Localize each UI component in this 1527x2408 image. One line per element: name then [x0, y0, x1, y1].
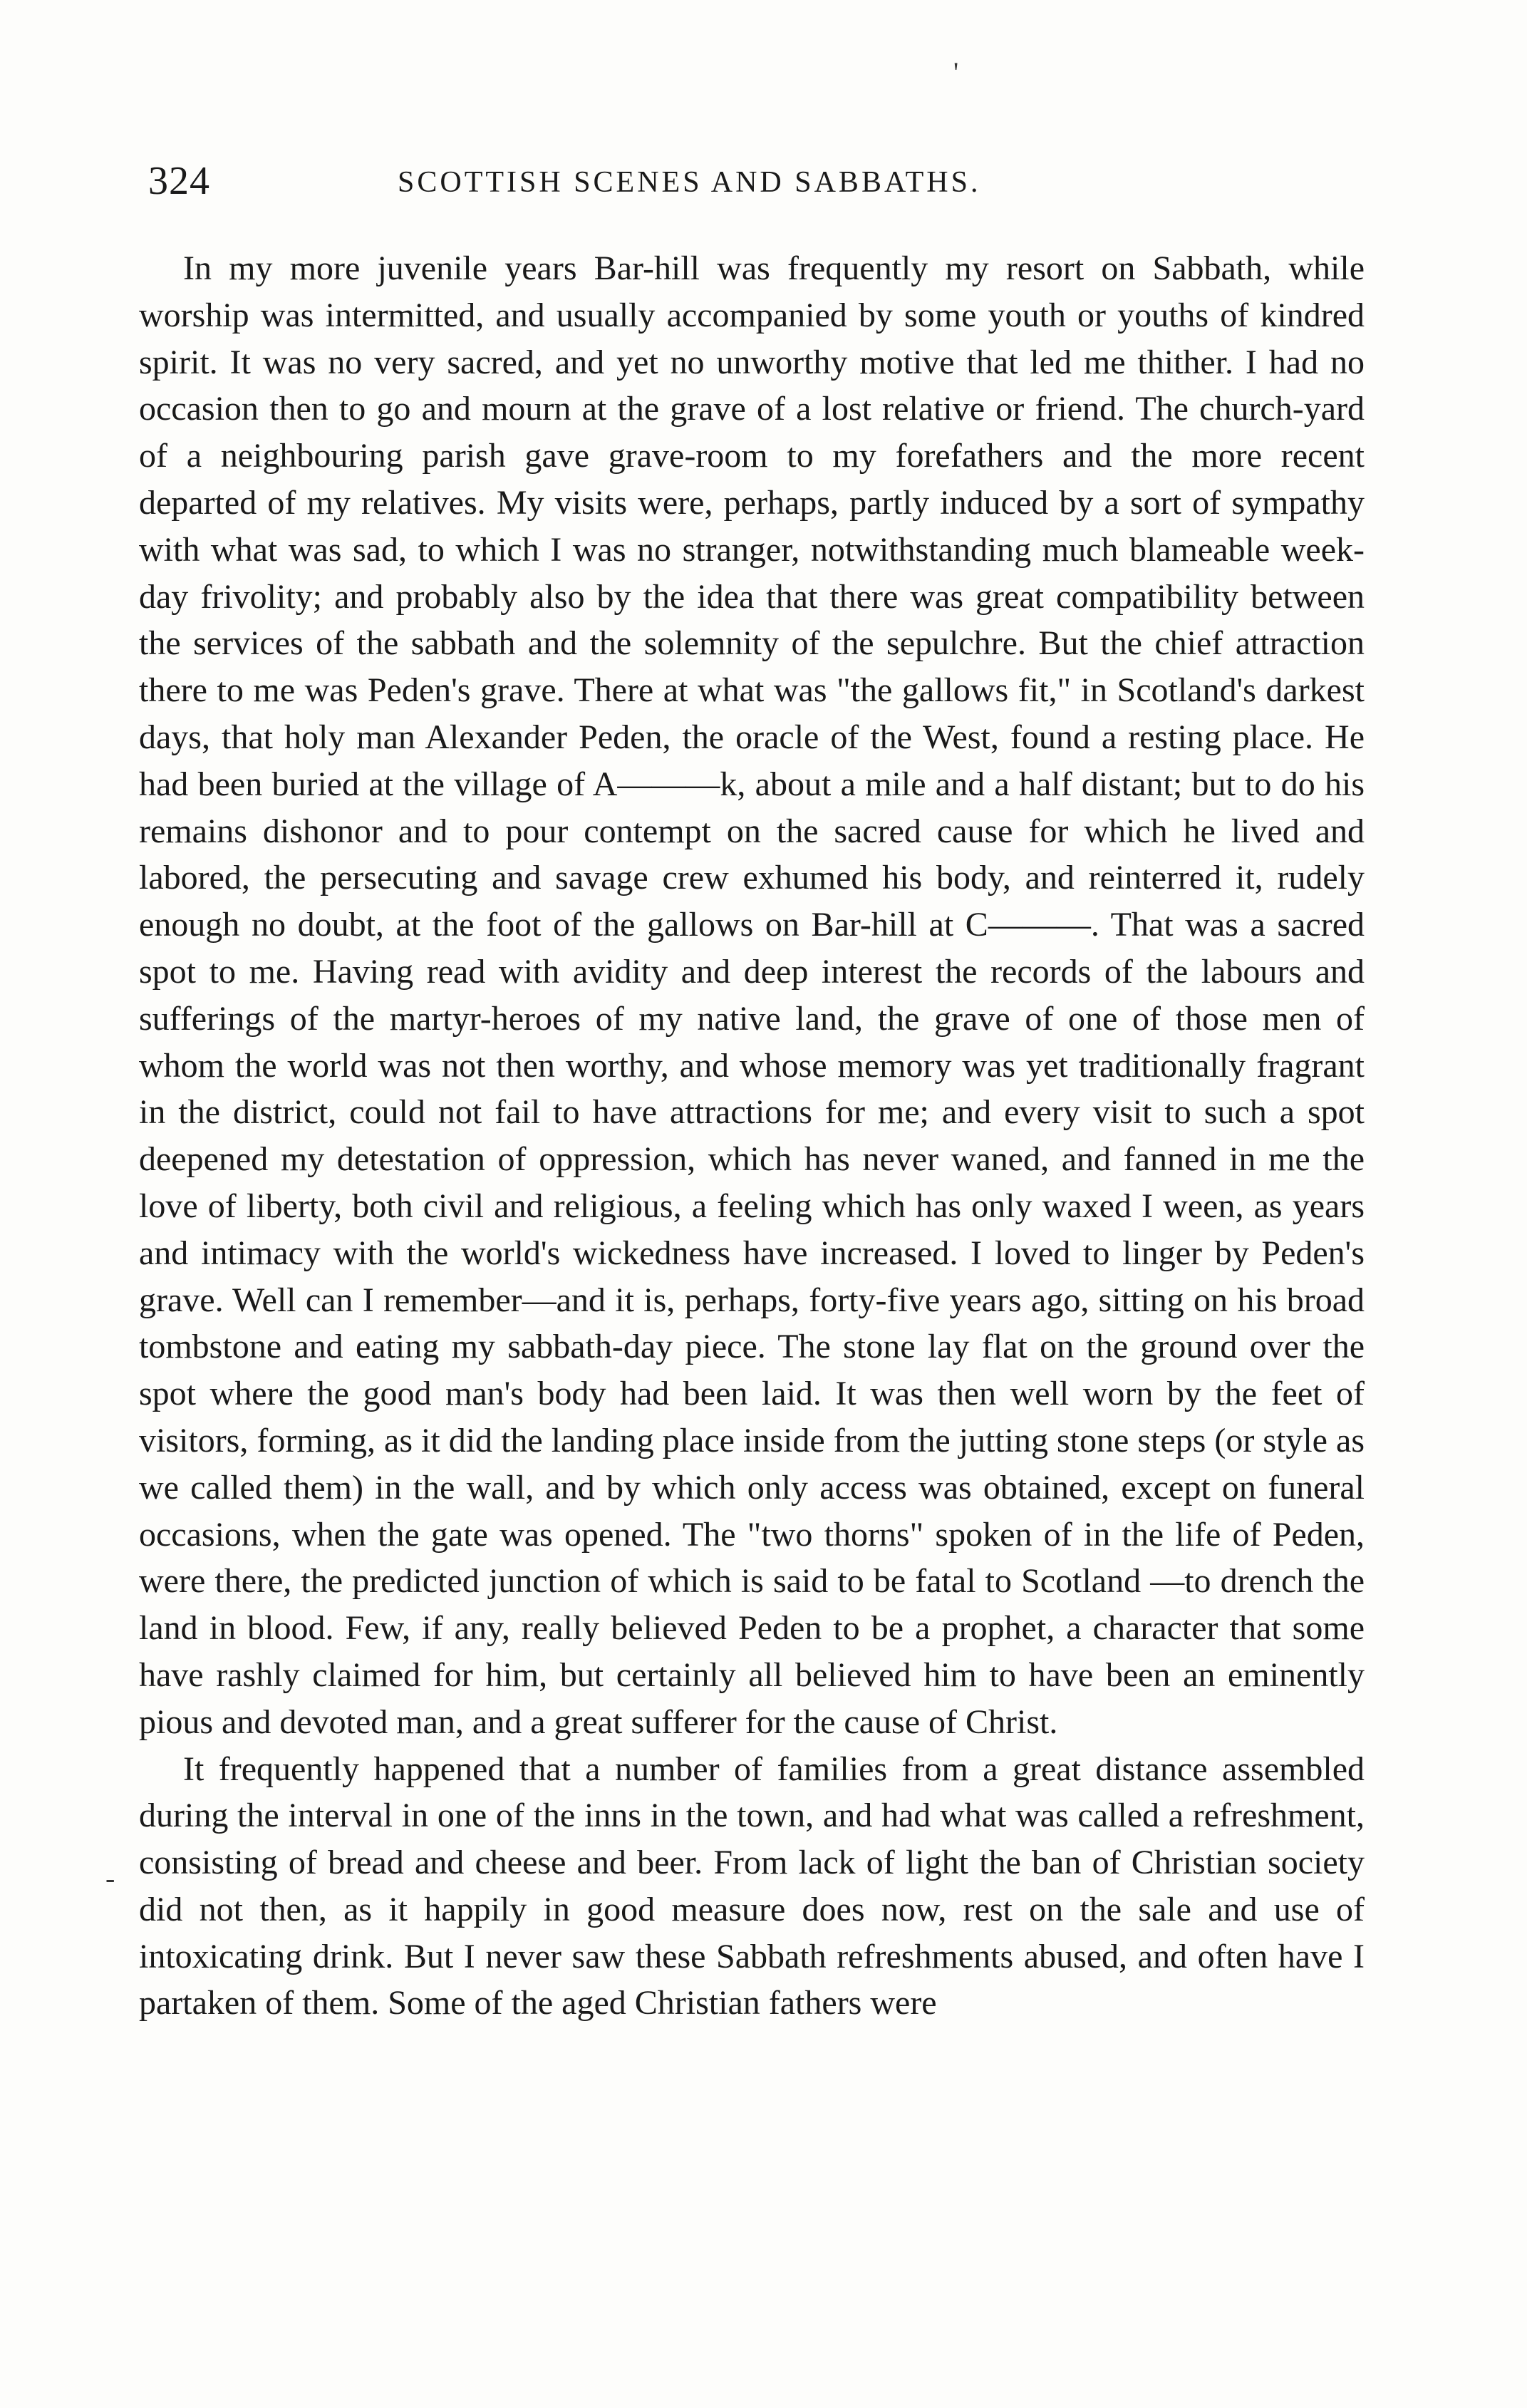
running-title: SCOTTISH SCENES AND SABBATHS.	[398, 166, 981, 199]
body-text	[139, 245, 1365, 2027]
page-number: 324	[148, 159, 210, 203]
paragraph: It frequently happened that a number of families from a great distance assembled during the interval in one of the inns in the town, and had what was called a refreshment, consisting of bread and cheese and beer. From lack of light the ban of Christian society did not then, as it happily in good measure does now, rest on the sale and use of intoxicating drink. But I never saw these Sabbath refreshments abused, and often have I partaken of them. Some of the aged Christian fathers were	[139, 1750, 1365, 2022]
left-margin-dash: -	[105, 1862, 115, 1894]
top-margin-tick: '	[953, 56, 959, 88]
page-header	[148, 158, 1360, 208]
paragraph: In my more juvenile years Bar-hill was frequently my resort on Sabbath, while worship was intermitted, and usually accompanied by some youth or youths of kindred spirit. It was no very sacred, and yet no unworthy motive that led me thither. I had no occasion then to go and mourn at the grave of a lost relative or friend. The church-yard of a neighbouring parish gave grave-room to my forefathers and the more recent departed of my relatives. My visits were, perhaps, partly induced by a sort of sympathy with what was sad, to which I was no stranger, notwithstanding much blameable week-day frivolity; and probably also by the idea that there was great compatibility between the services of the sabbath and the solemnity of the sepulchre. But the chief attraction there to me was Peden's grave. There at what was "the gallows fit," in Scotland's darkest days, that holy man Alexander Peden, the oracle of the West, found a resting place. He had been buried at the village of A———k, about a mile and a half distant; but to do his remains dishonor and to pour contempt on the sacred cause for which he lived and labored, the persecuting and savage crew exhumed his body, and reinterred it, rudely enough no doubt, at the foot of the gallows on Bar-hill at C———. That was a sacred spot to me. Having read with avidity and deep interest the records of the labours and sufferings of the martyr-heroes of my native land, the grave of one of those men of whom the world was not then worthy, and whose memory was yet traditionally fragrant in the district, could not fail to have attractions for me; and every visit to such a spot deepened my detestation of oppression, which has never waned, and fanned in me the love of liberty, both civil and religious, a feeling which has only waxed I ween, as years and intimacy with the world's wickedness have increased. I loved to linger by Peden's grave. Well can I remember—and it is, perhaps, forty-five years ago, sitting on his broad tombstone and eating my sabbath-day piece. The stone lay flat on the ground over the spot where the good man's body had been laid. It was then well worn by the feet of visitors, forming, as it did the landing place inside from the jutting stone steps (or style as we called them) in the wall, and by which only access was obtained, except on funeral occasions, when the gate was opened. The "two thorns" spoken of in the life of Peden, were there, the predicted junction of which is said to be fatal to Scotland —to drench the land in blood. Few, if any, really believed Peden to be a prophet, a character that some have rashly claimed for him, but certainly all believed him to have been an eminently pious and devoted man, and a great sufferer for the cause of Christ.	[139, 249, 1365, 1741]
